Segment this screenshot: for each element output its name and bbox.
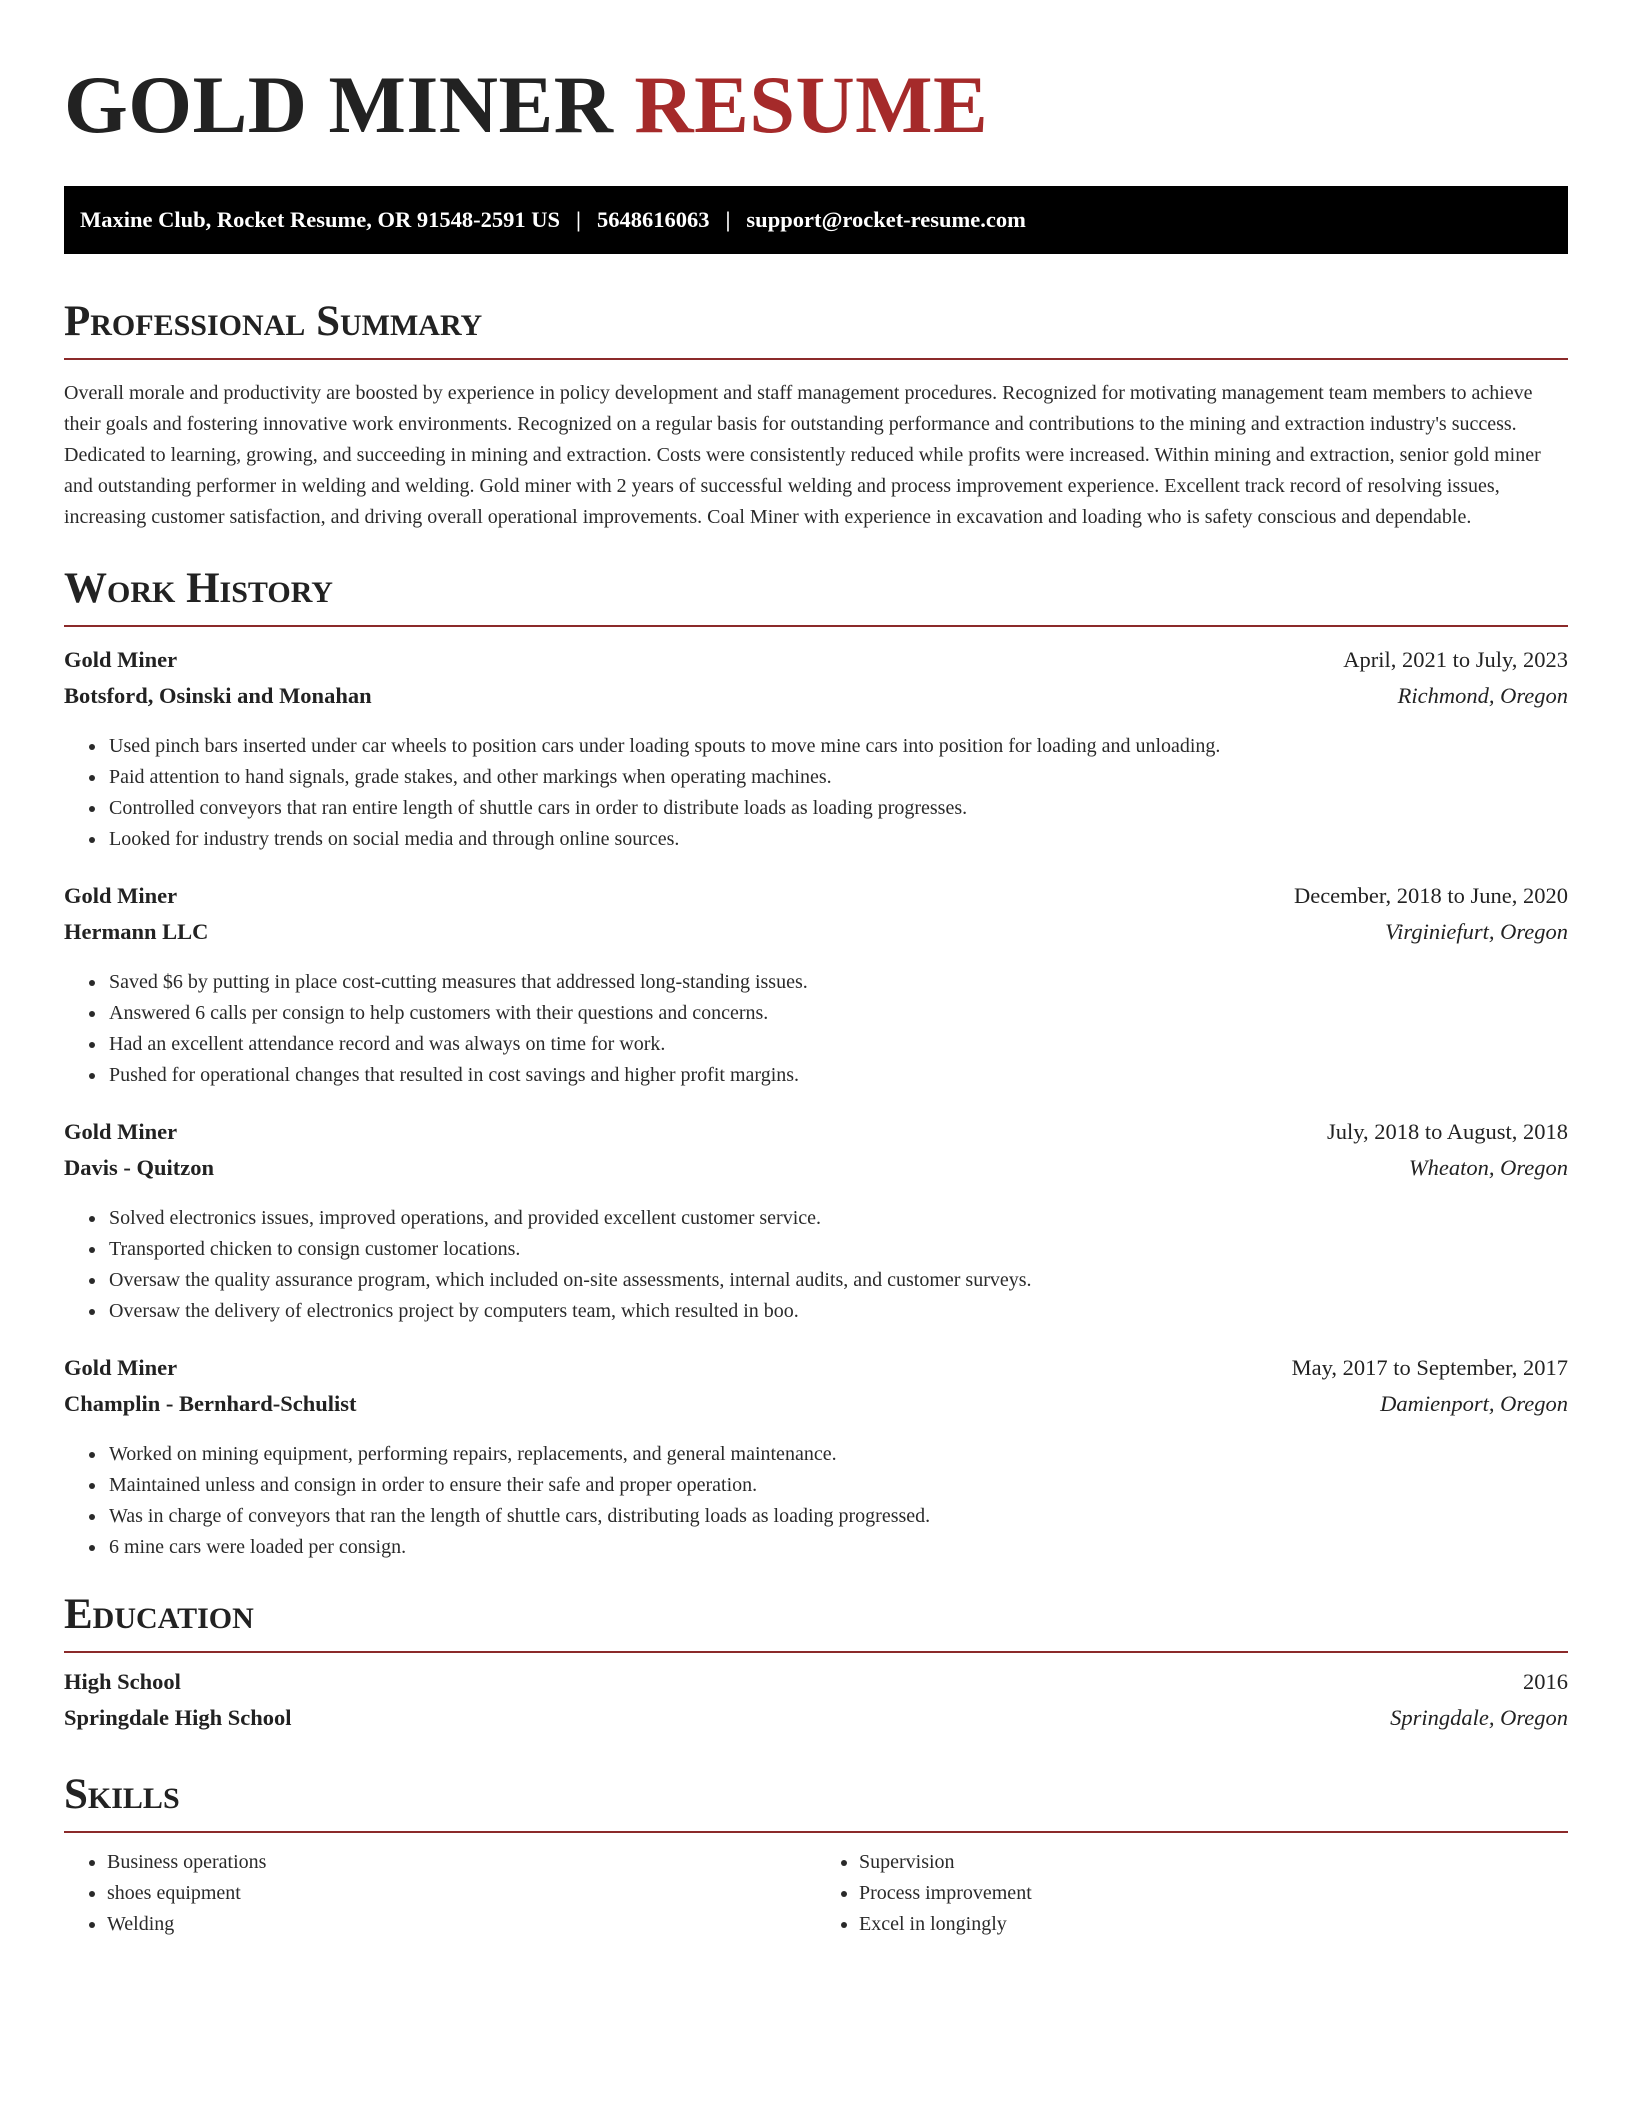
job-company: Champlin - Bernhard-Schulist — [64, 1391, 357, 1416]
section-heading-education: Education — [64, 1591, 254, 1638]
job-title: Gold Miner — [64, 883, 178, 908]
job-title: Gold Miner — [64, 1355, 178, 1380]
skill-item: • Excel in longingly — [859, 1909, 1568, 1940]
skill-item: • Process improvement — [859, 1878, 1568, 1909]
section-divider — [64, 1831, 1568, 1833]
education-location: Springdale, Oregon — [1390, 1705, 1568, 1730]
job-dates: December, 2018 to June, 2020 — [1293, 883, 1568, 908]
job-company: Botsford, Osinski and Monahan — [64, 683, 372, 708]
section-heading-skills: Skills — [64, 1771, 180, 1818]
job-entry — [64, 1119, 1568, 1327]
job-bullet-list — [64, 1439, 1568, 1563]
contact-address: Maxine Club, Rocket Resume, OR 91548-2591 US — [80, 207, 560, 232]
skills-grid — [64, 1847, 1568, 1940]
job-bullet: • Maintained unless and consign in order to ensure their safe and proper operation. — [107, 1470, 1568, 1501]
job-dates: April, 2021 to July, 2023 — [1343, 647, 1568, 672]
job-dates: May, 2017 to September, 2017 — [1291, 1355, 1568, 1380]
job-bullet-list — [64, 731, 1568, 855]
job-bullet: • Had an excellent attendance record and was always on time for work. — [107, 1029, 1568, 1060]
section-divider — [64, 1651, 1568, 1653]
skill-item: • Supervision — [859, 1847, 1568, 1878]
job-entry — [64, 647, 1568, 855]
job-bullet: • 6 mine cars were loaded per consign. — [107, 1532, 1568, 1563]
education-entry — [64, 1669, 1568, 1741]
job-bullet: • Answered 6 calls per consign to help customers with their questions and concerns. — [107, 998, 1568, 1029]
resume-title — [64, 0, 1568, 150]
job-bullet: • Looked for industry trends on social media and through online sources. — [107, 824, 1568, 855]
job-title: Gold Miner — [64, 647, 178, 672]
contact-phone: 5648616063 — [596, 207, 710, 232]
job-bullet: • Solved electronics issues, improved operations, and provided excellent customer service. — [107, 1203, 1568, 1234]
contact-bar — [64, 186, 1568, 254]
job-title: Gold Miner — [64, 1119, 178, 1144]
education-school: Springdale High School — [64, 1705, 292, 1730]
job-company: Davis - Quitzon — [64, 1155, 215, 1180]
contact-separator: | — [575, 207, 581, 232]
job-bullet: • Controlled conveyors that ran entire length of shuttle cars in order to distribute loads as loading progresses. — [107, 793, 1568, 824]
job-bullet-list — [64, 967, 1568, 1091]
skill-item: • Business operations — [107, 1847, 816, 1878]
job-bullet: • Pushed for operational changes that resulted in cost savings and higher profit margins. — [107, 1060, 1568, 1091]
job-entry — [64, 1355, 1568, 1563]
job-location: Wheaton, Oregon — [1408, 1155, 1568, 1180]
title-red-part: RESUME — [634, 59, 989, 150]
job-location: Damienport, Oregon — [1380, 1391, 1568, 1416]
job-bullet: • Worked on mining equipment, performing repairs, replacements, and general maintenance. — [107, 1439, 1568, 1470]
job-bullet: • Saved $6 by putting in place cost-cutting measures that addressed long-standing issues. — [107, 967, 1568, 998]
job-bullet: • Oversaw the delivery of electronics project by computers team, which resulted in boo. — [107, 1296, 1568, 1327]
job-entry — [64, 883, 1568, 1091]
summary-text: Overall morale and productivity are boosted by experience in policy development and staff management procedures. Recognized for motivating management team members to achieve their goals and fostering innovative work environments. Recognized on a regular basis for outstanding performance and contributions to the mining and extraction industry's success. Dedicated to learning, growing, and succeeding in mining and extraction. Costs were consistently reduced while profits were increased. Within mining and extraction, senior gold miner and outstanding performer in welding and welding. Gold miner with 2 years of successful welding and process improvement experience. Excellent track record of resolving issues, increasing customer satisfaction, and driving overall operational improvements. Coal Miner with experience in excavation and loading who is safety conscious and dependable. — [64, 382, 1541, 528]
job-company: Hermann LLC — [64, 919, 209, 944]
title-dark-part: GOLD MINER — [64, 59, 614, 150]
job-bullet: • Transported chicken to consign customer locations. — [107, 1234, 1568, 1265]
section-heading-work-history: Work History — [64, 565, 333, 612]
job-location: Virginiefurt, Oregon — [1385, 919, 1568, 944]
job-dates: July, 2018 to August, 2018 — [1326, 1119, 1568, 1144]
section-divider — [64, 625, 1568, 627]
job-bullet: • Paid attention to hand signals, grade stakes, and other markings when operating machines. — [107, 762, 1568, 793]
skills-column-right — [816, 1847, 1568, 1940]
job-location: Richmond, Oregon — [1397, 683, 1568, 708]
job-bullet-list — [64, 1203, 1568, 1327]
job-bullet: • Oversaw the quality assurance program, which included on-site assessments, internal audits, and customer surveys. — [107, 1265, 1568, 1296]
skill-item: • Welding — [107, 1909, 816, 1940]
section-divider — [64, 358, 1568, 360]
skills-column-left — [64, 1847, 816, 1940]
contact-separator: | — [725, 207, 731, 232]
job-bullet: • Used pinch bars inserted under car wheels to position cars under loading spouts to move mine cars into position for loading and unloading. — [107, 731, 1568, 762]
skill-item: • shoes equipment — [107, 1878, 816, 1909]
job-bullet: • Was in charge of conveyors that ran the length of shuttle cars, distributing loads as loading progressed. — [107, 1501, 1568, 1532]
contact-email: support@rocket-resume.com — [746, 207, 1026, 232]
education-year: 2016 — [1523, 1669, 1568, 1694]
education-degree: High School — [64, 1669, 181, 1694]
section-heading-summary: Professional Summary — [64, 298, 483, 345]
